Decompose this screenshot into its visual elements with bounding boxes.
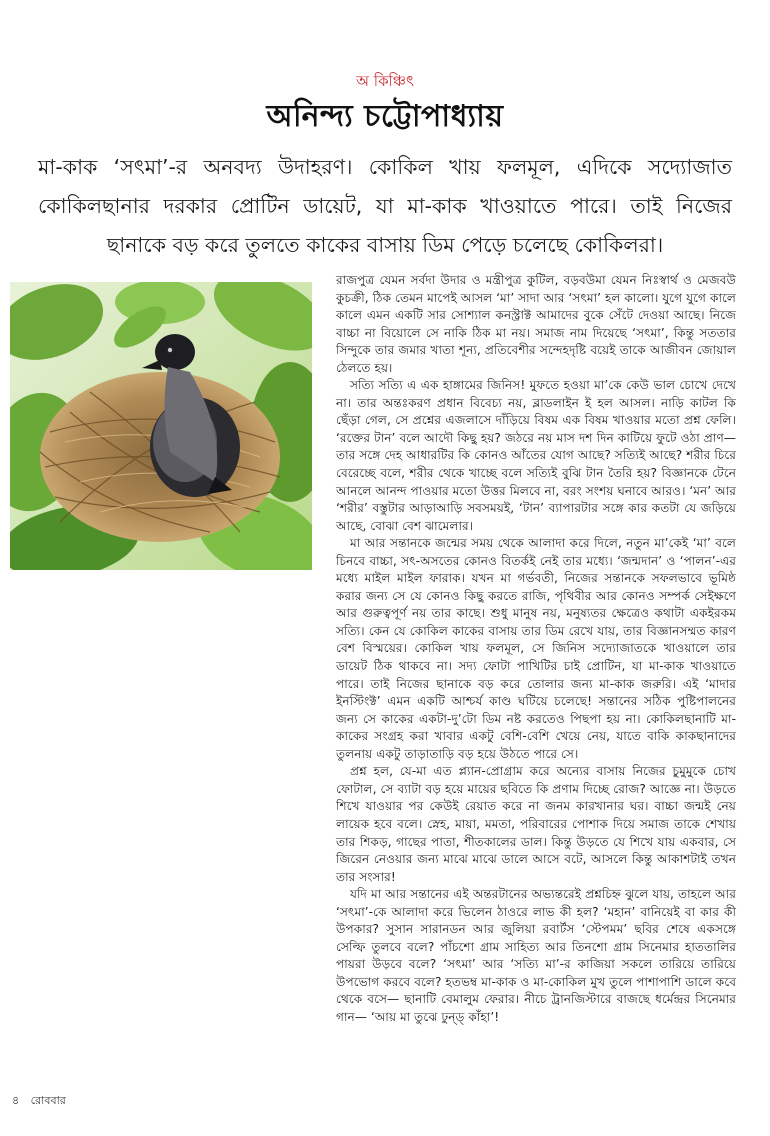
magazine-name: রোববার (30, 1094, 66, 1107)
article-paragraph: যদি মা আর সন্তানের এই অন্তরটানের অভ্যন্তরেই প্রশ্নচিহ্ন ঝুলে যায়, তাহলে আর ‘সৎমা’-কে আলাদা করে ভিলেন ঠাওরে লাভ কী হল? ‘মহান’ বানিয়েই বা কার কী উপকার? সুসান সারানডন আর জুলিয়া রবার্টস ‘স্টেপমম’ ছবির শেষে একসঙ্গে সেল্ফি তুলবে বলে? পাঁচশো গ্রাম সাহিত্য আর তিনশো গ্রাম সিনেমার হাততালির পায়রা উড়বে বলে? ‘সৎমা’ আর ‘সত্যি মা’-র কাজিয়া সকলে তারিয়ে তারিয়ে উপভোগ করবে বলে? হতভম্ব মা-কাক ও মা-কোকিল মুখ তুলে পাশাপাশি ডালে কবে থেকে বসে— ছানাটি বেমালুম ফেরার। নীচে ট্রানজিস্টারে বাজছে ধর্মেন্দ্রর সিনেমার গান— ‘আয় মা তুঝে ঢুন্ড্ কাঁহা’! (336, 887, 736, 1024)
standfirst: মা-কাক ‘সৎমা’-র অনবদ্য উদাহরণ। কোকিল খায় ফলমূল, এদিকে সদ্যোজাত কোকিলছানার দরকার প্রোটিন ডায়েট, যা মা-কাক খাওয়াতে পারে। তাই নিজের ছানাকে বড় করে তুলতে কাকের বাসায় ডিম পেড়ে চলেছে কোকিলরা। (38, 155, 732, 257)
article-paragraph: সত্যি সত্যি এ এক হাঙ্গামের জিনিস! মুফতে হওয়া মা’কে কেউ ভাল চোখে দেখে না। তার অন্তঃকরণ প্রধান বিবেচ্য নয়, ব্লাডলাইন ই হল আসল। নাড়ি কাটল কি ছেঁড়া গেল, সে প্রশ্নের এজলাসে দাঁড়িয়ে বিষম এক বিষম খাওয়ার মতো প্রশ্ন ফেলি। ‘রক্তের টান’ বলে আদৌ কিছু হয়? জঠরে নয় মাস দশ দিন কাটিয়ে ফুটে ওঠা প্রাণ— তার সঙ্গে দেহ আধারটির কি কোনও আঁতের যোগ আছে? সত্যিই আছে? শরীর চিরে বেরেচ্ছে বলে, শরীর থেকে খাচ্ছে বলে সত্যিই বুঝি টান তৈরি হয়? বিজ্ঞানকে টেনে আনলে আনন্দ পাওয়ার মতো উত্তর মিলবে না, বরং সংশয় ঘনাবে আরও। ‘মন’ আর ‘শরীর’ বস্তুটার আড়াআড়ি সবসময়ই, ‘টান’ ব্যাপারটার সঙ্গে কার কতটা যে জড়িয়ে আছে, বোঝা বেশ ঝামেলার। (336, 378, 736, 533)
article-paragraph: প্রশ্ন হল, যে-মা এত প্ল্যান-প্রোগ্রাম করে অন্যের বাসায় নিজের চুমুমুকে চোখ ফোটাল, সে ব্যাটা বড় হয়ে মায়ের ছবিতে কি প্রণাম দিচ্ছে রোজ? আজ্ঞে না। উড়তে শিখে যাওয়ার পর কেউই রেয়াত করে না জনম কারখানার ঘর। বাচ্চা জন্মই নেয় লায়েক হবে বলে। স্নেহ, মায়া, মমতা, পরিবারের পোশাক দিয়ে সমাজ তাকে শেখায় তার শিকড়, গাছের পাতা, শীতকালের ডাল। কিন্তু উড়তে যে শিখে যায় একবার, সে জিরেন নেওয়ার জন্য মাঝে মাঝে ডালে আসে বটে, আসলে কিন্তু আকাশটাই তখন তার সংসার! (336, 764, 736, 884)
article-paragraph: মা আর সন্তানকে জন্মের সময় থেকে আলাদা করে দিলে, নতুন মা’কেই ‘মা’ বলে চিনবে বাচ্চা, সৎ-অসতের কোনও বিতর্কই নেই তার মধ্যে। ‘জন্মদান’ ও ‘পালন’-এর মধ্যে মাইল মাইল ফারাক। যখন মা গর্ভবতী, নিজের সন্তানকে সফলভাবে ভূমিষ্ঠ করার জন্য সে যে কোনও কিছু করতে রাজি, পৃথিবীর আর কোনও সম্পর্ক সেইক্ষণে আর গুরুত্বপূর্ণ নয় তার কাছে। শুধু মানুষ নয়, মনুষ্যতর ক্ষেত্রেও কথাটা একইরকম সত্যি। কেন যে কোকিল কাকের বাসায় তার ডিম রেখে যায়, তার বিজ্ঞানসম্মত কারণ বেশ বিস্ময়ের। কোকিল খায় ফলমূল, সে জিনিস সদ্যোজাতকে খাওয়ালে তার ডায়েট ঠিক থাকবে না। সদ্য ফোটা পাখিটির চাই প্রোটিন, যা মা-কাক খাওয়াতে পারে। তাই নিজের ছানাকে বড় করে তোলার জন্য মা-কাক জরুরি। এই ‘মাদার ইনস্টিংক্ট’ এমন একটি আশ্চর্য কাণ্ড ঘটিয়ে চলেছে! সন্তানের সঠিক পুষ্টিপালনের জন্য সে কাকের একটা-দু’টো ডিম নষ্ট করতেও পিছপা হয় না। কোকিলছানাটি মা-কাকের সংগ্রহ করা খাবার একটু বেশি-বেশি খেয়ে নেয়, যাতে বাকি কাকছানাদের তুলনায় একটু তাড়াতাড়ি বড় হয়ে উঠতে পারে সে। (336, 536, 736, 761)
author-name: অনিন্দ্য চট্টোপাধ্যায় (266, 99, 504, 134)
crow-nest-photo (10, 282, 312, 570)
page-footer (12, 1092, 74, 1111)
article-body (336, 272, 736, 1027)
article-paragraph: রাজপুত্র যেমন সর্বদা উদার ও মন্ত্রীপুত্র কুটিল, বড়বউমা যেমন নিঃস্বার্থ ও মেজবউ কুচক্রী, ঠিক তেমন মাপেই আসল ‘মা’ সাদা আর ‘সৎমা’ হল কালো। যুগে যুগে কালে কালে এমন একটি সার সোশ্যাল কনস্ট্রাক্ট আমাদের বুকে সেঁটে দেওয়া আছে। নিজে বাচ্চা না বিয়োলে সে নাকি ঠিক মা নয়। সমাজ নাম দিয়েছে ‘সৎমা’, কিন্তু সততার সিন্দুকে তার জমার খাতা শূন্য, প্রতিবেশীর সন্দেহদৃষ্টি বয়েই তাকে আজীবন জোয়াল ঠেলতে হয়। (336, 273, 736, 375)
section-kicker: অ কিঞ্চিৎ (356, 72, 414, 90)
page-number: ৪ (12, 1094, 20, 1107)
